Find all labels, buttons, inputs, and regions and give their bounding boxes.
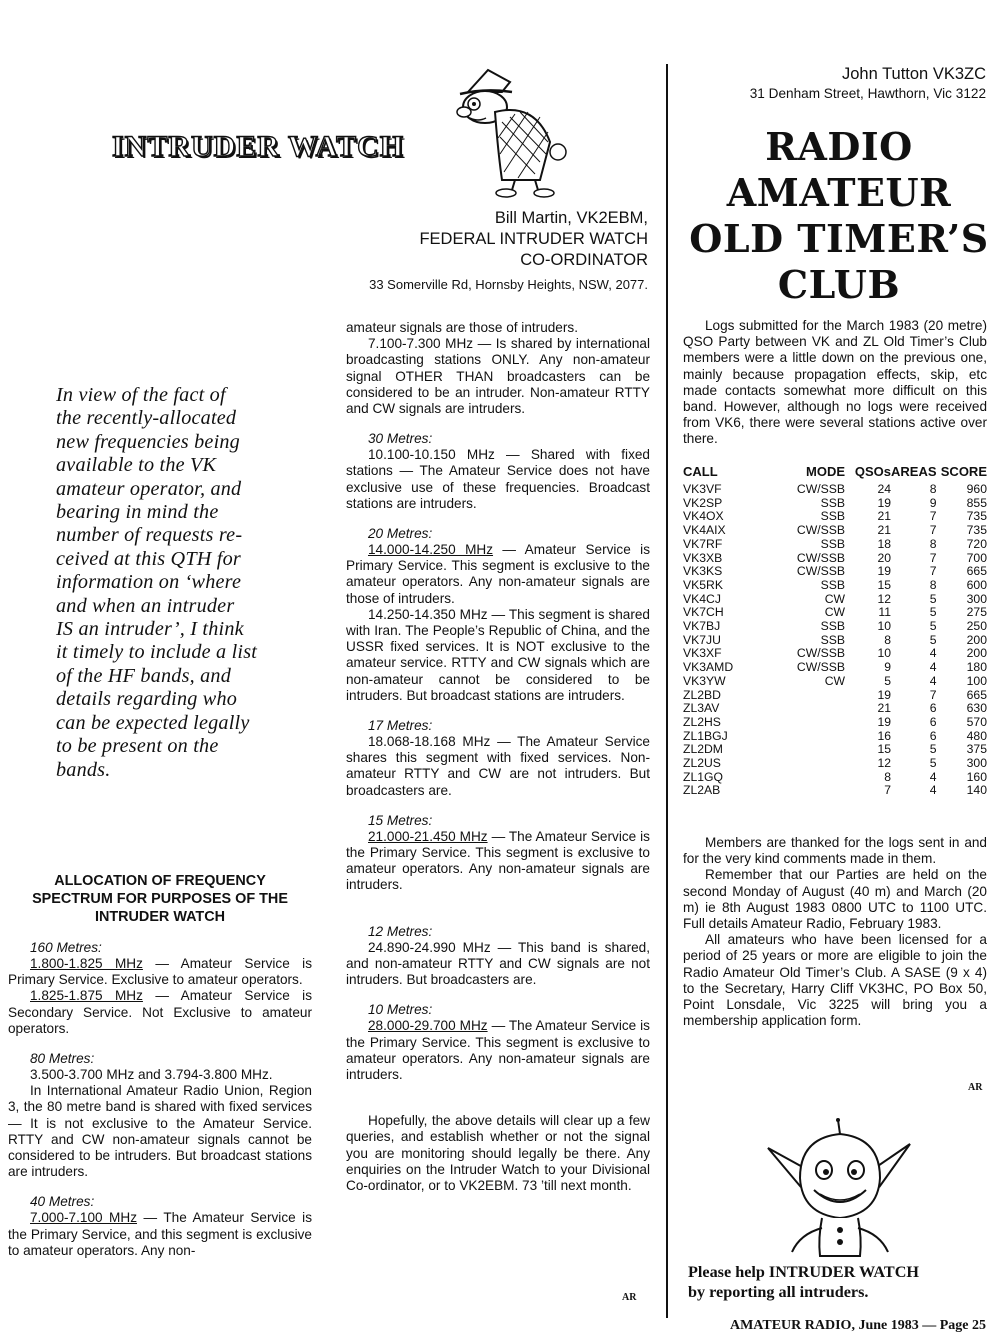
intro-line: IS an intruder’, I think (56, 618, 244, 641)
author-name: John Tutton VK3ZC (842, 65, 986, 83)
cell-score: 960 (966, 482, 987, 496)
table-row (683, 757, 987, 771)
cell-call: VK4CJ (683, 591, 721, 606)
cell-qsos: 9 (884, 660, 891, 675)
cell-mode: CW (824, 591, 845, 606)
cell-score: 375 (966, 742, 987, 757)
section-160-para-2: 1.825-1.875 MHz — Amateur Service is Secondary Service. Not Exclusive to amateur operators. (8, 988, 312, 1036)
author-address: 31 Denham Street, Hawthorn, Vic 3122 (749, 86, 986, 101)
column-divider (666, 64, 668, 1318)
cell-call: ZL2US (683, 756, 721, 771)
cell-call: ZL3AV (683, 701, 720, 716)
freq-range: 1.825-1.875 MHz (30, 988, 143, 1004)
cell-score: 700 (966, 550, 987, 565)
cell-areas: 6 (929, 701, 937, 716)
cell-mode (771, 743, 845, 757)
col-header-call: CALL (683, 464, 718, 479)
cell-score: 600 (966, 577, 987, 592)
cell-score: 275 (966, 605, 987, 620)
cell-areas: 7 (929, 687, 937, 702)
section-30-para: 10.100-10.150 MHz — Shared with fixed stations — The Amateur Service does not have exclusive use of these frequencies. Broadcast stations are intruders. (346, 447, 650, 511)
cell-mode (771, 702, 845, 716)
cell-call: VK3XF (683, 646, 722, 661)
freq-range: 7.000-7.100 MHz (30, 1210, 137, 1226)
cell-areas: 5 (929, 742, 937, 757)
cell-call: VK4AIX (683, 523, 726, 538)
table-row (683, 497, 987, 511)
cell-qsos: 19 (877, 564, 891, 579)
cell-call: ZL1BGJ (683, 728, 728, 743)
club-para-2: Remember that our Parties are held on the second Monday of August (40 m) and March (20 m) ie 8th August 1983 0800 UTC to 1100 UTC. Full details Amateur Radio, February 1983. (683, 867, 987, 932)
cell-qsos: 20 (877, 550, 891, 565)
cell-mode (771, 771, 845, 785)
cell-qsos: 10 (877, 646, 891, 661)
cell-call: VK3KS (683, 564, 723, 579)
cell-mode: CW/SSB (796, 646, 845, 661)
cell-areas: 5 (929, 591, 937, 606)
cell-mode: CW/SSB (796, 660, 845, 675)
cell-mode (771, 730, 845, 744)
intro-line: bands. (56, 758, 111, 781)
club-intro-para: Logs submitted for the March 1983 (20 metre) QSO Party between VK and ZL Old Timer’s Club members were a little down on the previous one, mainly because propagation effects, skip, etc made contacts somewhat more difficult on this band. However, although no logs were received from VK6, there were several stations active over there. (683, 318, 987, 447)
cell-qsos: 19 (877, 687, 891, 702)
cell-score: 100 (966, 673, 987, 688)
freq-range: 1.800-1.825 MHz (30, 956, 143, 971)
cell-areas: 5 (929, 605, 937, 620)
section-17-para: 18.068-18.168 MHz — The Amateur Service shares this segment with fixed services. Non-amateur RTTY and CW are not intruders. But broadcasters are. (346, 734, 650, 798)
cell-call: VK3XB (683, 550, 723, 565)
table-row (683, 771, 987, 785)
cell-areas: 8 (929, 577, 937, 592)
cell-qsos: 18 (877, 536, 891, 551)
cell-mode (771, 784, 845, 798)
table-row (683, 661, 987, 675)
club-end-mark: AR (968, 1082, 983, 1093)
intro-line: of the HF bands, and (56, 664, 232, 687)
cell-qsos: 12 (877, 591, 891, 606)
table-row (683, 538, 987, 552)
cell-score: 735 (966, 523, 987, 538)
cell-mode: CW/SSB (796, 564, 845, 579)
cell-areas: 6 (929, 728, 937, 743)
intro-line: can be expected legally (56, 711, 250, 734)
intro-line: new frequencies being (56, 430, 240, 453)
intro-line: In view of the fact of (56, 384, 226, 406)
cell-score: 570 (966, 714, 987, 729)
table-row (683, 620, 987, 634)
cell-areas: 8 (929, 536, 937, 551)
table-row (683, 702, 987, 716)
intro-line: and when an intruder (56, 594, 235, 617)
cell-mode (771, 757, 845, 771)
plea-line-1: Please help INTRUDER WATCH (688, 1263, 919, 1281)
table-row (683, 689, 987, 703)
byline-role-1: FEDERAL INTRUDER WATCH (419, 230, 648, 248)
cell-score: 300 (966, 756, 987, 771)
table-row (683, 784, 987, 798)
detective-cartoon (440, 62, 590, 202)
cell-score: 630 (966, 701, 987, 716)
table-row (683, 552, 987, 566)
section-160-label: 160 Metres: (30, 940, 102, 955)
intro-line: ceived at this QTH for (56, 547, 241, 570)
cell-call: VK3YW (683, 673, 726, 688)
cell-score: 665 (966, 687, 987, 702)
continuation-text: amateur signals are those of intruders. (346, 320, 578, 335)
cell-mode: CW/SSB (796, 482, 845, 496)
cell-qsos: 11 (878, 605, 891, 620)
cell-call: VK5RK (683, 577, 723, 592)
section-20-para-2: 14.250-14.350 MHz — This segment is shared with Iran. The People’s Republic of China, and the USSR fixed services. It is NOT exclusive to the amateur service. RTTY and CW signals which are non-amateur cannot be considered to be intruders. But broadcast stations are intruders. (346, 606, 650, 703)
club-title-line: AMATEUR (726, 170, 952, 215)
section-40-para-1: 7.000-7.100 MHz — The Amateur Service is the Primary Service, and this segment is exclusive to amateur operators. Any non- (8, 1210, 312, 1258)
section-20-label: 20 Metres: (368, 526, 433, 542)
club-title-line: OLD TIMER’S (689, 216, 989, 261)
club-title (682, 124, 996, 308)
plea-line-2: by reporting all intruders. (688, 1283, 869, 1301)
table-row (683, 675, 987, 689)
table-row (683, 730, 987, 744)
cell-call: ZL2HS (683, 714, 721, 729)
section-15-label: 15 Metres: (368, 812, 433, 828)
cell-qsos: 19 (877, 714, 891, 729)
table-row (683, 510, 987, 524)
cell-areas: 4 (929, 769, 937, 784)
section-160-para-1: 1.800-1.825 MHz — Amateur Service is Primary Service. Exclusive to amateur operators. (8, 956, 312, 988)
cell-mode: CW/SSB (796, 523, 845, 538)
intro-line: details regarding who (56, 688, 238, 711)
section-80-para-2: In International Amateur Radio Union, Region 3, the 80 metre band is shared with fixed services — It is not exclusive to the Amateur Service. RTTY and CW non-amateur signals cannot be considered to be intruders. But broadcast stations are intruders. (8, 1083, 312, 1180)
cell-qsos: 8 (884, 769, 891, 784)
cell-score: 250 (966, 619, 987, 634)
table-row (683, 579, 987, 593)
intro-line: the recently-allocated (56, 407, 237, 430)
cell-mode: SSB (820, 536, 845, 551)
cell-areas: 5 (929, 632, 937, 647)
section-15-para: 21.000-21.450 MHz — The Amateur Service is the Primary Service. This segment is exclusive to amateur operators. Any non-amateur signals are intruders. (346, 828, 650, 893)
cell-areas: 8 (929, 482, 937, 496)
cell-areas: 6 (929, 714, 937, 729)
cell-score: 160 (966, 769, 987, 784)
cell-qsos: 19 (877, 495, 891, 510)
cell-areas: 5 (929, 756, 937, 771)
cell-areas: 7 (929, 550, 937, 565)
byline-address: 33 Somerville Rd, Hornsby Heights, NSW, 2077. (369, 277, 648, 292)
table-row (683, 565, 987, 579)
cell-score: 200 (966, 632, 987, 647)
cell-areas: 7 (929, 523, 937, 538)
cell-qsos: 24 (877, 482, 891, 496)
cell-call: VK7RF (683, 536, 723, 551)
cell-mode: CW (824, 605, 845, 620)
col-header-mode: MODE (806, 464, 845, 479)
cell-score: 180 (966, 660, 987, 675)
cell-mode: SSB (820, 632, 845, 647)
intruder-watch-title: INTRUDER WATCH (112, 130, 405, 163)
table-row (683, 593, 987, 607)
table-row (683, 606, 987, 620)
section-10-para: 28.000-29.700 MHz — The Amateur Service is the Primary Service. This segment is exclusive to amateur operators. Any non-amateur signals are intruders. (346, 1018, 650, 1082)
cell-qsos: 12 (877, 756, 891, 771)
cell-mode: SSB (820, 577, 845, 592)
page-footer: AMATEUR RADIO, June 1983 — Page 25 (729, 1318, 986, 1333)
cell-qsos: 7 (884, 783, 891, 798)
cell-mode: SSB (820, 495, 845, 510)
cell-score: 735 (966, 509, 987, 524)
cell-areas: 4 (929, 783, 937, 798)
club-title-line: CLUB (777, 262, 901, 307)
section-12-label: 12 Metres: (368, 923, 433, 939)
cell-qsos: 15 (877, 742, 891, 757)
cell-qsos: 5 (884, 673, 891, 688)
cell-areas: 4 (929, 660, 937, 675)
section-80-label: 80 Metres: (30, 1051, 95, 1067)
intro-line: available to the VK (56, 454, 217, 477)
cell-mode: SSB (820, 619, 845, 634)
end-mark: AR (622, 1292, 637, 1303)
byline-name: Bill Martin, VK2EBM, (494, 209, 648, 227)
table-row (683, 647, 987, 661)
cell-score: 855 (966, 495, 987, 510)
cell-score: 720 (966, 536, 987, 551)
table-row (683, 524, 987, 538)
intro-line: it timely to include a list (56, 641, 258, 664)
cell-call: VK2SP (683, 495, 723, 510)
closing-para: Hopefully, the above details will clear up a few queries, and establish whether or not the signal you are monitoring should legally be there. Any enquiries on the Intruder Watch to your Divisional Co-ordinator, or to VK2EBM. 73 ’till next month. (346, 1113, 650, 1193)
cell-mode: CW (824, 673, 845, 688)
cell-call: VK3VF (683, 482, 722, 496)
cell-score: 665 (966, 564, 987, 579)
cell-score: 200 (966, 646, 987, 661)
cell-mode (771, 716, 845, 730)
table-row (683, 634, 987, 648)
cell-score: 300 (966, 591, 987, 606)
cell-qsos: 21 (877, 523, 891, 538)
cell-call: ZL2BD (683, 687, 721, 702)
cell-qsos: 15 (877, 577, 891, 592)
club-title-line: RADIO (765, 124, 913, 169)
section-7100-para: 7.100-7.300 MHz — Is shared by international broadcasting stations ONLY. Any non-amateur signal OTHER THAN broadcasters can be considered to be an intruder. Non-amateur RTTY and CW signals are intruders. (346, 336, 650, 417)
section-40-label: 40 Metres: (30, 1194, 95, 1210)
cell-areas: 4 (929, 673, 937, 688)
cell-areas: 4 (929, 646, 937, 661)
section-30-label: 30 Metres: (368, 431, 433, 447)
cell-call: ZL2AB (683, 783, 721, 798)
cell-call: ZL2DM (683, 742, 723, 757)
cell-call: ZL1GQ (683, 769, 723, 784)
scores-table (683, 464, 987, 798)
cell-qsos: 16 (877, 728, 891, 743)
col-header-qsos: QSOs (854, 464, 891, 479)
cell-areas: 9 (929, 495, 937, 510)
cell-mode (771, 689, 845, 703)
section-80-para-1: 3.500-3.700 MHz and 3.794-3.800 MHz. (30, 1067, 273, 1083)
table-row (683, 483, 987, 497)
cell-areas: 7 (929, 509, 937, 524)
col-header-areas: AREAS (891, 464, 937, 479)
freq-range: 28.000-29.700 MHz (368, 1018, 488, 1034)
intro-text (56, 384, 280, 782)
cell-qsos: 10 (877, 619, 891, 634)
cell-qsos: 21 (877, 701, 891, 716)
cell-call: VK3AMD (683, 660, 734, 675)
intro-line: bearing in mind the (56, 501, 219, 524)
club-para-1: Members are thanked for the logs sent in and for the very kind comments made in them. (683, 835, 987, 867)
section-10-label: 10 Metres: (368, 1002, 433, 1018)
intro-line: number of requests re- (56, 524, 243, 547)
cell-areas: 7 (929, 564, 937, 579)
cell-call: VK7BJ (683, 619, 721, 634)
table-row (683, 743, 987, 757)
cell-qsos: 21 (877, 509, 891, 524)
intro-line: information on ‘where (56, 571, 242, 594)
cell-mode: CW/SSB (796, 550, 845, 565)
intro-line: to be present on the (56, 735, 219, 758)
cell-qsos: 8 (884, 632, 891, 647)
freq-range: 21.000-21.450 MHz (368, 828, 488, 844)
table-row (683, 716, 987, 730)
cell-mode: SSB (820, 509, 845, 524)
cell-call: VK7CH (683, 605, 724, 620)
cell-call: VK7JU (683, 632, 721, 647)
cell-score: 480 (966, 728, 987, 743)
byline-role-2: CO-ORDINATOR (520, 251, 648, 269)
cell-call: VK4OX (683, 509, 724, 524)
freq-range: 14.000-14.250 MHz (368, 542, 494, 558)
cell-areas: 5 (929, 619, 937, 634)
section-12-para: 24.890-24.990 MHz — This band is shared, and non-amateur RTTY and CW signals are not intruders. But broadcasters are. (346, 939, 650, 988)
club-para-3: All amateurs who have been licensed for a period of 25 years or more are eligible to join the Radio Amateur Old Timer’s Club. A SASE (9 x 4) to the Secretary, Harry Cliff VK3HC, PO Box 50, Point Lonsdale, Vic 3225 will bring you a membership application form. (683, 932, 987, 1029)
section-17-label: 17 Metres: (368, 718, 433, 734)
col-header-score: SCORE (940, 464, 987, 479)
cell-score: 140 (966, 783, 987, 798)
section-20-para-1: 14.000-14.250 MHz — Amateur Service is Primary Service. This segment is exclusive to the amateur operators. Any non-amateur signals are those of intruders. (346, 542, 650, 606)
allocation-heading: ALLOCATION OF FREQUENCY SPECTRUM FOR PURPOSES OF THE INTRUDER WATCH (32, 873, 288, 925)
intro-line: amateur operator, and (56, 477, 242, 500)
elf-cartoon (760, 1118, 920, 1258)
